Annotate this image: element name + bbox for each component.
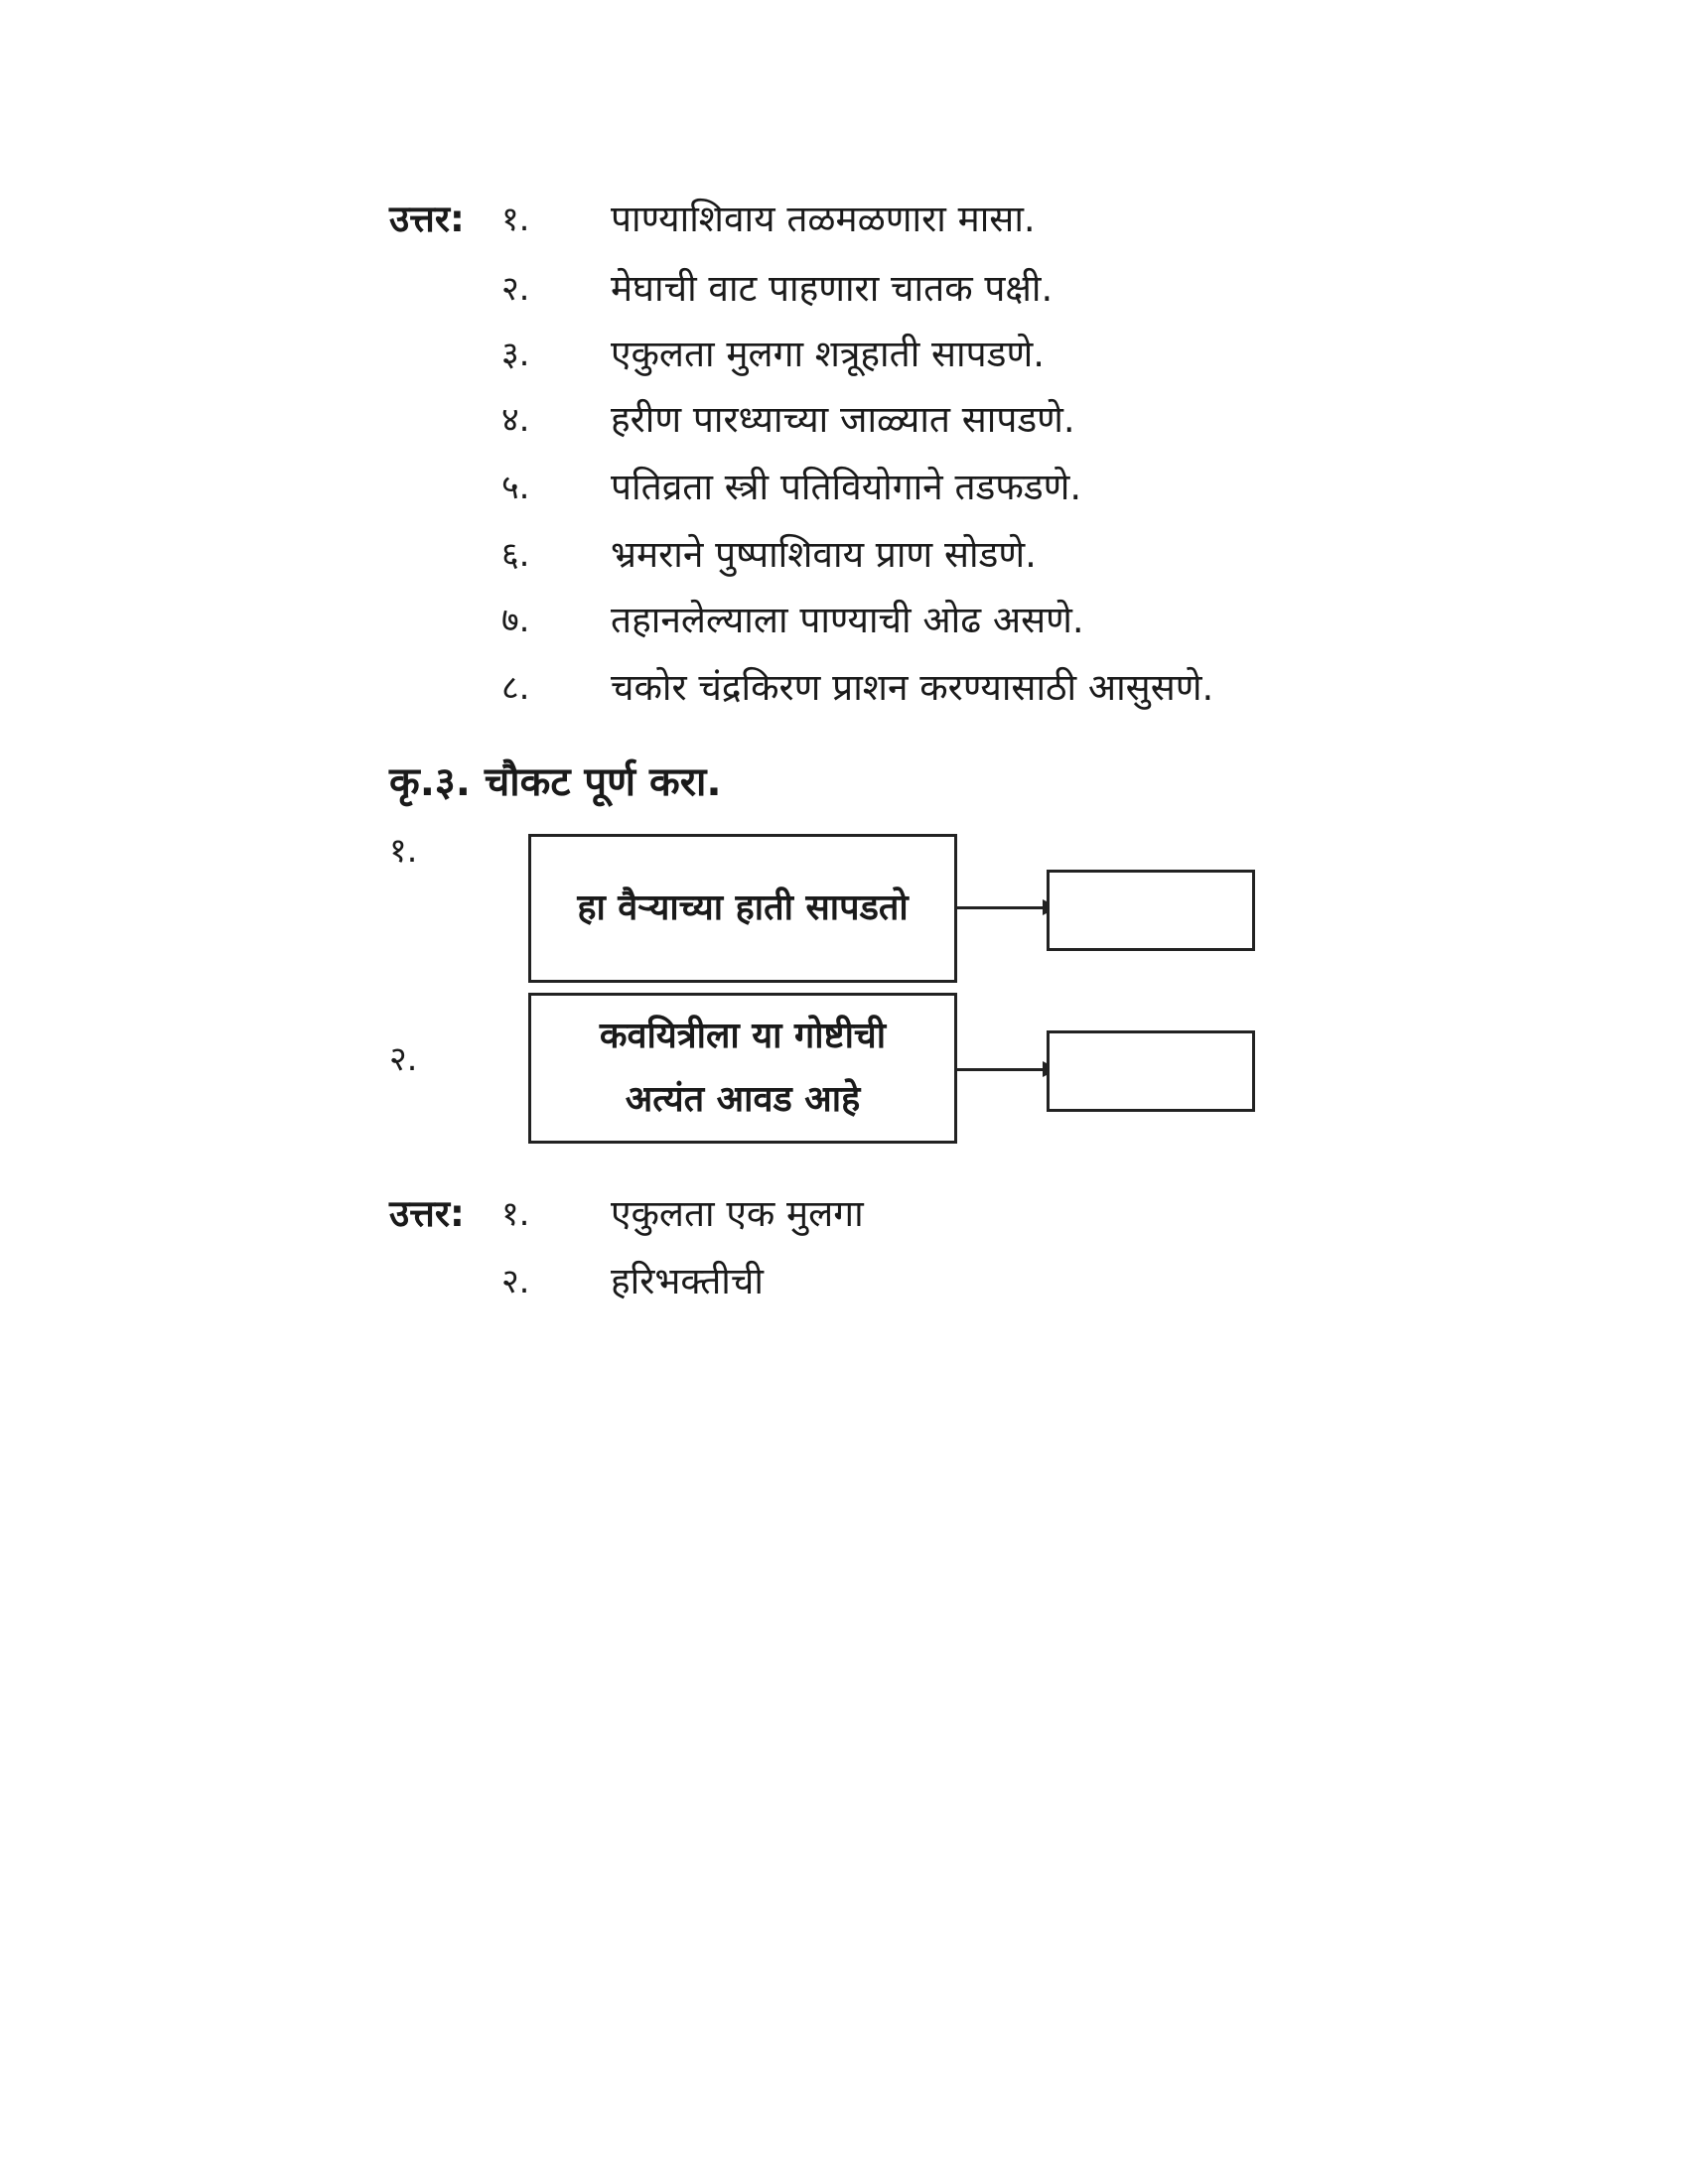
list-item: हरिभक्तीची — [611, 1260, 764, 1302]
list-item: पाण्याशिवाय तळमळणारा मासा. — [611, 198, 1036, 240]
box-number: १. — [389, 831, 418, 871]
list-item: एकुलता मुलगा शत्रूहाती सापडणे. — [611, 333, 1045, 375]
list-item: तहानलेल्याला पाण्याची ओढ असणे. — [611, 599, 1084, 641]
list-item-number: ७. — [501, 601, 530, 640]
list-item: चकोर चंद्रकिरण प्राशन करण्यासाठी आसुसणे. — [611, 666, 1214, 709]
list-item: भ्रमराने पुष्पाशिवाय प्राण सोडणे. — [611, 533, 1037, 576]
answer-label: उत्तर: — [389, 1192, 465, 1235]
list-item-number: १. — [501, 200, 530, 239]
question-box-text: हा वैऱ्याच्या हाती सापडतो — [577, 887, 909, 928]
box-number: २. — [389, 1039, 418, 1079]
answer-label: उत्तर: — [389, 198, 465, 240]
list-item-number: १. — [501, 1194, 530, 1234]
list-item: मेघाची वाट पाहणारा चातक पक्षी. — [611, 267, 1054, 310]
arrow-line — [957, 906, 1047, 909]
list-item: एकुलता एक मुलगा — [611, 1192, 864, 1235]
list-item-number: २. — [501, 269, 530, 309]
answer-box[interactable] — [1047, 870, 1255, 951]
list-item: हरीण पारध्याच्या जाळ्यात सापडणे. — [611, 398, 1075, 441]
list-item-number: ५. — [501, 468, 530, 507]
list-item-number: ४. — [501, 400, 530, 440]
arrow-line — [957, 1068, 1047, 1071]
answer-box[interactable] — [1047, 1030, 1255, 1112]
question-box — [528, 993, 957, 1144]
list-item-number: २. — [501, 1262, 530, 1301]
question-box-text: अत्यंत आवड आहे — [625, 1079, 861, 1120]
question-box — [528, 834, 957, 983]
list-item-number: ८. — [501, 668, 530, 708]
list-item-number: ३. — [501, 335, 530, 374]
activity-heading: कृ.३. चौकट पूर्ण करा. — [389, 759, 722, 805]
list-item: पतिव्रता स्त्री पतिवियोगाने तडफडणे. — [611, 466, 1082, 508]
list-item-number: ६. — [501, 535, 530, 575]
question-box-text: कवयित्रीला या गोष्टीची — [599, 1016, 887, 1056]
